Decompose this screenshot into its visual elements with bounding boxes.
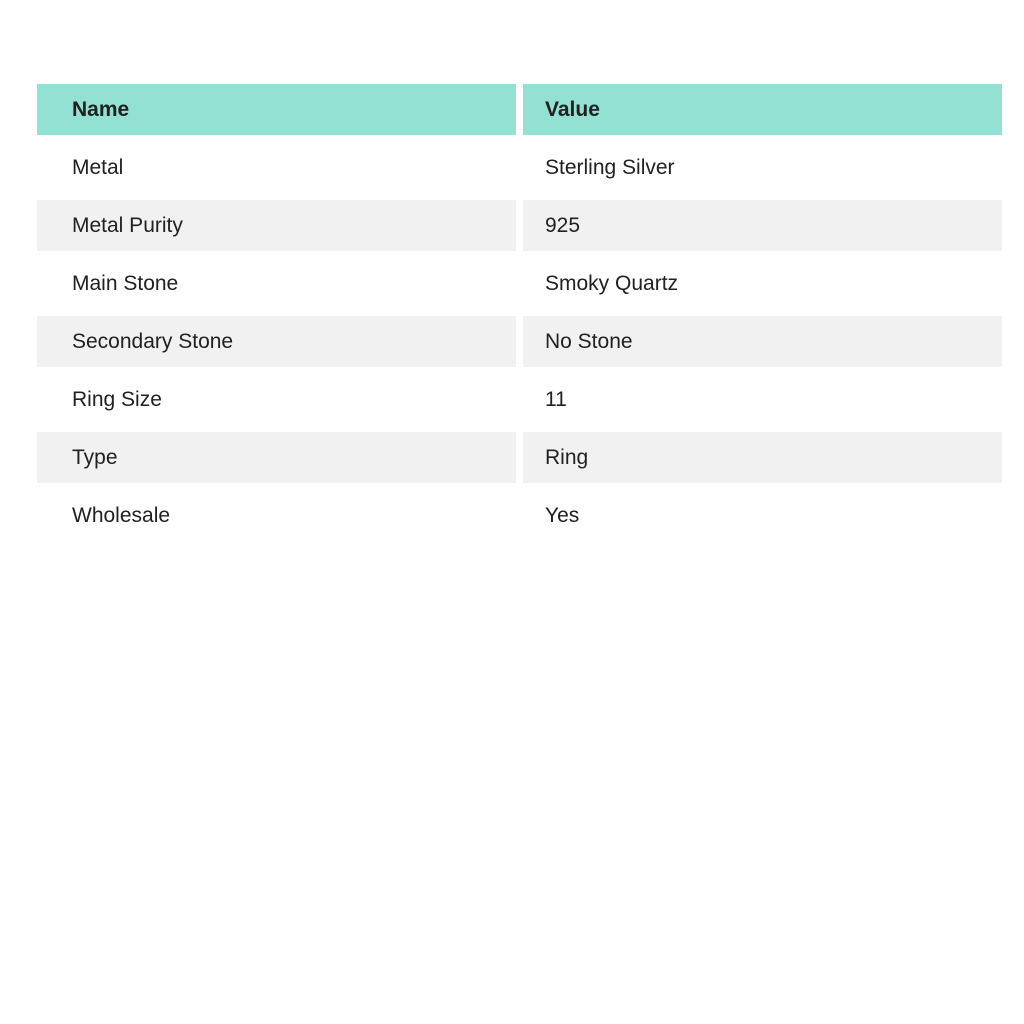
attribute-value-cell: Yes xyxy=(545,504,580,527)
attribute-name-cell: Main Stone xyxy=(72,272,179,295)
attribute-name-cell: Secondary Stone xyxy=(37,316,516,367)
header-cell-name: Name xyxy=(37,84,516,135)
table-row xyxy=(37,432,1002,483)
attribute-name-cell: Metal xyxy=(72,156,124,179)
attribute-value-cell: 925 xyxy=(523,200,1002,251)
table-header xyxy=(37,84,1002,135)
table-row xyxy=(37,490,1002,541)
table-row xyxy=(37,316,1002,367)
table-row xyxy=(37,200,1002,251)
attribute-name-cell: Ring Size xyxy=(72,388,162,411)
product-attributes-table xyxy=(30,77,1009,548)
header-row xyxy=(37,84,1002,135)
header-cell-value: Value xyxy=(523,84,1002,135)
attribute-value-cell: No Stone xyxy=(523,316,1002,367)
attribute-name-cell: Metal Purity xyxy=(37,200,516,251)
attribute-value-cell: Ring xyxy=(523,432,1002,483)
attribute-value-cell: 11 xyxy=(545,388,567,411)
attribute-name-cell: Wholesale xyxy=(72,504,171,527)
table-body xyxy=(37,142,1002,541)
table-row xyxy=(37,374,1002,425)
attribute-name-cell: Type xyxy=(37,432,516,483)
attribute-value-cell: Sterling Silver xyxy=(545,156,675,179)
table-row xyxy=(37,258,1002,309)
attribute-value-cell: Smoky Quartz xyxy=(545,272,679,295)
table-row xyxy=(37,142,1002,193)
